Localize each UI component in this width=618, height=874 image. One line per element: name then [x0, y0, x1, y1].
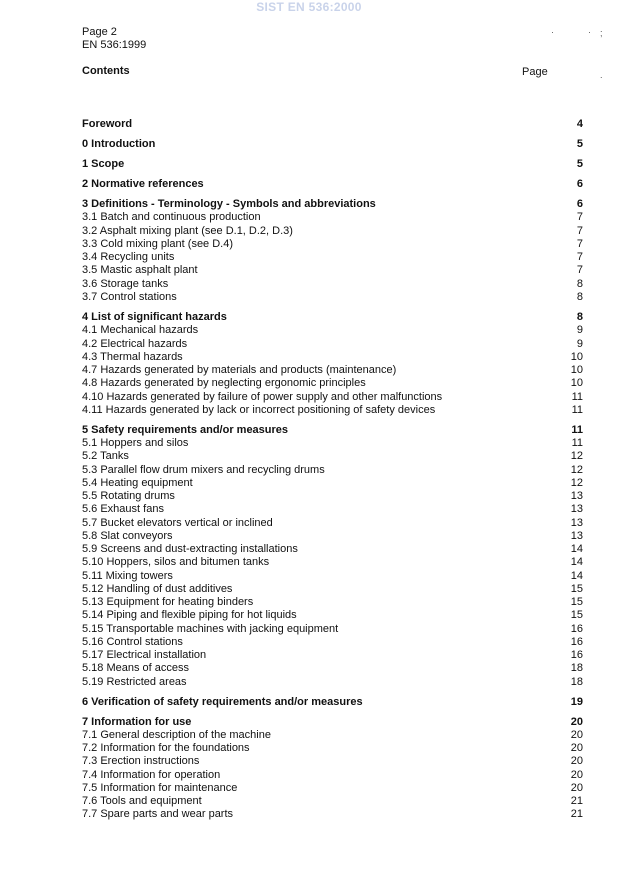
toc-entry-title: 3.5 Mastic asphalt plant	[82, 264, 198, 277]
scan-artifact: ·	[551, 27, 554, 37]
toc-entry-page: 4	[576, 118, 583, 130]
toc-entry-page: 9	[576, 324, 583, 337]
toc-entry-title: 7.3 Erection instructions	[82, 755, 200, 768]
toc-entry-page: 20	[570, 742, 583, 755]
toc-subsection-entry[interactable]	[80, 404, 584, 417]
toc-entry-page: 14	[570, 543, 583, 556]
toc-entry-page: 12	[570, 476, 583, 489]
toc-entry-page: 15	[570, 609, 583, 622]
toc-entry-title: 5.16 Control stations	[82, 635, 183, 648]
toc-entry-title: 3.3 Cold mixing plant (see D.4)	[82, 237, 234, 250]
toc-entry-title: 5.12 Handling of dust additives	[82, 582, 233, 595]
toc-subsection-entry[interactable]	[80, 795, 584, 808]
toc-entry-page: 18	[570, 662, 583, 675]
page-number: Page 2	[82, 26, 117, 38]
toc-subsection-entry[interactable]	[80, 556, 584, 569]
scan-artifact: ;	[600, 28, 603, 38]
toc-entry-page: 5	[576, 158, 583, 171]
toc-subsection-entry[interactable]	[80, 676, 584, 689]
toc-entry-page: 10	[570, 377, 583, 390]
toc-subsection-entry[interactable]	[80, 596, 584, 609]
toc-entry-page: 13	[570, 529, 583, 542]
toc-entry-title: 4.2 Electrical hazards	[82, 337, 188, 350]
toc-subsection-entry[interactable]	[80, 264, 584, 277]
toc-entry-page: 16	[570, 635, 583, 648]
toc-entry-title: 5 Safety requirements and/or measures	[82, 423, 289, 436]
toc-entry-title: 4.7 Hazards generated by materials and products (maintenance)	[82, 364, 397, 376]
toc-entry-title: 5.10 Hoppers, silos and bitumen tanks	[82, 556, 270, 569]
toc-entry-page: 12	[570, 450, 583, 463]
toc-entry-title: 4 List of significant hazards	[82, 311, 227, 323]
toc-subsection-entry[interactable]	[80, 808, 584, 821]
toc-subsection-entry[interactable]	[80, 649, 584, 662]
toc-entry-title: 5.3 Parallel flow drum mixers and recycling drums	[82, 463, 325, 476]
toc-subsection-entry[interactable]	[80, 251, 584, 264]
toc-entry-title: 7.4 Information for operation	[82, 768, 221, 781]
toc-entry-page: 11	[571, 403, 583, 416]
toc-entry-page: 15	[570, 582, 583, 595]
toc-entry-page: 8	[576, 277, 583, 290]
toc-section-entry[interactable]	[80, 178, 584, 191]
toc-entry-title: 7.1 General description of the machine	[82, 728, 271, 741]
toc-entry-title: 7.5 Information for maintenance	[82, 781, 238, 794]
toc-entry-title: 5.7 Bucket elevators vertical or inclined	[82, 516, 273, 529]
toc-section-entry[interactable]	[80, 158, 584, 171]
toc-section-entry[interactable]	[80, 716, 584, 729]
toc-entry-title: 7.2 Information for the foundations	[82, 742, 250, 755]
toc-entry-page: 6	[576, 178, 583, 191]
toc-entry-title: 5.4 Heating equipment	[82, 476, 193, 489]
toc-entry-page: 13	[570, 503, 583, 516]
scan-artifact: ·	[588, 27, 591, 37]
toc-entry-title: 1 Scope	[82, 158, 125, 171]
toc-subsection-entry[interactable]	[80, 238, 584, 251]
toc-entry-page: 13	[570, 516, 583, 529]
toc-entry-title: 5.2 Tanks	[82, 450, 129, 463]
toc-subsection-entry[interactable]	[80, 755, 584, 768]
toc-subsection-entry[interactable]	[80, 225, 584, 238]
watermark: SIST EN 536:2000	[256, 0, 362, 14]
toc-section-entry[interactable]	[80, 696, 584, 709]
toc-subsection-entry[interactable]	[80, 623, 584, 636]
toc-subsection-entry[interactable]	[80, 391, 584, 404]
toc-subsection-entry[interactable]	[80, 291, 584, 304]
toc-subsection-entry[interactable]	[80, 517, 584, 530]
toc-entry-title: 4.3 Thermal hazards	[82, 350, 183, 363]
standard-id: EN 536:1999	[82, 39, 147, 51]
toc-subsection-entry[interactable]	[80, 530, 584, 543]
toc-entry-title: 4.10 Hazards generated by failure of power supply and other malfunctions	[82, 390, 443, 403]
toc-entry-page: 20	[570, 728, 583, 741]
toc-entry-page: 12	[570, 463, 583, 476]
toc-entry-title: 2 Normative references	[82, 178, 204, 191]
toc-entry-page: 10	[570, 364, 583, 376]
toc-entry-title: 5.1 Hoppers and silos	[82, 437, 189, 450]
toc-entry-page: 20	[570, 715, 583, 728]
toc-subsection-entry[interactable]	[80, 729, 584, 742]
toc-entry-page: 5	[576, 138, 583, 151]
toc-subsection-entry[interactable]	[80, 278, 584, 291]
toc-entry-title: 5.18 Means of access	[82, 662, 190, 675]
scan-artifact: .	[600, 70, 603, 80]
toc-subsection-entry[interactable]	[80, 503, 584, 516]
toc-subsection-entry[interactable]	[80, 583, 584, 596]
toc-entry-page: 11	[571, 423, 583, 436]
toc-entry-page: 16	[570, 649, 583, 661]
toc-subsection-entry[interactable]	[80, 338, 584, 351]
toc-entry-title: 3.2 Asphalt mixing plant (see D.1, D.2, D.3)	[82, 224, 293, 237]
toc-entry-title: 5.5 Rotating drums	[82, 490, 175, 503]
toc-entry-page: 15	[570, 596, 583, 609]
toc-entry-title: 5.11 Mixing towers	[82, 569, 173, 582]
toc-subsection-entry[interactable]	[80, 570, 584, 583]
toc-subsection-entry[interactable]	[80, 450, 584, 463]
toc-entry-title: 4.11 Hazards generated by lack or incorrect positioning of safety devices	[82, 403, 436, 416]
toc-entry-page: 14	[570, 556, 583, 569]
toc-subsection-entry[interactable]	[80, 464, 584, 477]
toc-section-entry[interactable]	[80, 311, 584, 324]
toc-entry-title: 4.1 Mechanical hazards	[82, 324, 199, 337]
toc-entry-page: 11	[571, 390, 583, 403]
toc-subsection-entry[interactable]	[80, 742, 584, 755]
toc-entry-title: 7.6 Tools and equipment	[82, 795, 202, 808]
toc-entry-page: 19	[570, 695, 583, 708]
page-header	[82, 26, 146, 52]
toc-entry-page: 9	[576, 337, 583, 350]
toc-subsection-entry[interactable]	[80, 351, 584, 364]
toc-entry-title: 5.19 Restricted areas	[82, 675, 187, 688]
toc-entry-page: 20	[570, 755, 583, 768]
toc-entry-title: 5.13 Equipment for heating binders	[82, 596, 254, 609]
toc-subsection-entry[interactable]	[80, 543, 584, 556]
toc-entry-title: 7 Information for use	[82, 715, 192, 728]
toc-entry-page: 6	[576, 198, 583, 211]
toc-subsection-entry[interactable]	[80, 769, 584, 782]
toc-entry-title: 0 Introduction	[82, 138, 156, 151]
toc-entry-page: 8	[576, 311, 583, 323]
toc-subsection-entry[interactable]	[80, 636, 584, 649]
toc-subsection-entry[interactable]	[80, 782, 584, 795]
toc-entry-title: 5.14 Piping and flexible piping for hot liquids	[82, 609, 297, 622]
toc-entry-title: Foreword	[82, 118, 133, 130]
toc-entry-page: 11	[571, 437, 583, 450]
toc-subsection-entry[interactable]	[80, 609, 584, 622]
toc-entry-page: 7	[576, 251, 583, 264]
toc-entry-title: 4.8 Hazards generated by neglecting ergonomic principles	[82, 377, 366, 390]
toc-entry-page: 8	[576, 290, 583, 303]
toc-subsection-entry[interactable]	[80, 211, 584, 224]
toc-entry-title: 5.6 Exhaust fans	[82, 503, 164, 516]
toc-subsection-entry[interactable]	[80, 477, 584, 490]
toc-subsection-entry[interactable]	[80, 437, 584, 450]
toc-subsection-entry[interactable]	[80, 662, 584, 675]
toc-subsection-entry[interactable]	[80, 324, 584, 337]
toc-entry-page: 7	[576, 211, 583, 224]
toc-section-entry[interactable]	[80, 424, 584, 437]
toc-entry-page: 21	[570, 795, 583, 808]
toc-entry-title: 3.4 Recycling units	[82, 251, 175, 264]
contents-heading: Contents	[82, 65, 130, 77]
toc-entry-page: 7	[576, 237, 583, 250]
toc-entry-page: 14	[570, 569, 583, 582]
toc-entry-title: 7.7 Spare parts and wear parts	[82, 808, 234, 821]
toc-entry-page: 10	[570, 350, 583, 363]
toc-entry-page: 13	[570, 490, 583, 503]
page-column-label: Page	[522, 66, 548, 78]
toc-entry-title: 5.8 Slat conveyors	[82, 529, 173, 542]
toc-entry-page: 20	[570, 768, 583, 781]
toc-entry-page: 7	[576, 264, 583, 277]
toc-entry-title: 6 Verification of safety requirements and/or measures	[82, 695, 363, 708]
toc-entry-title: 3 Definitions - Terminology - Symbols and abbreviations	[82, 198, 376, 211]
toc-entry-title: 3.7 Control stations	[82, 290, 177, 303]
toc-entry-title: 5.15 Transportable machines with jacking equipment	[82, 622, 339, 635]
toc-subsection-entry[interactable]	[80, 364, 584, 377]
toc-entry-title: 5.17 Electrical installation	[82, 649, 207, 661]
toc-section-entry[interactable]	[80, 138, 584, 151]
toc-subsection-entry[interactable]	[80, 377, 584, 390]
toc-entry-title: 3.6 Storage tanks	[82, 277, 169, 290]
toc-entry-page: 7	[576, 224, 583, 237]
toc-subsection-entry[interactable]	[80, 490, 584, 503]
toc-entry-page: 18	[570, 675, 583, 688]
toc-entry-title: 5.9 Screens and dust-extracting installations	[82, 543, 298, 556]
toc-section-entry[interactable]	[80, 198, 584, 211]
toc-section-entry[interactable]	[80, 118, 584, 131]
toc-entry-page: 21	[570, 808, 583, 821]
toc-entry-page: 16	[570, 622, 583, 635]
toc-entry-page: 20	[570, 781, 583, 794]
toc-entry-title: 3.1 Batch and continuous production	[82, 211, 261, 224]
